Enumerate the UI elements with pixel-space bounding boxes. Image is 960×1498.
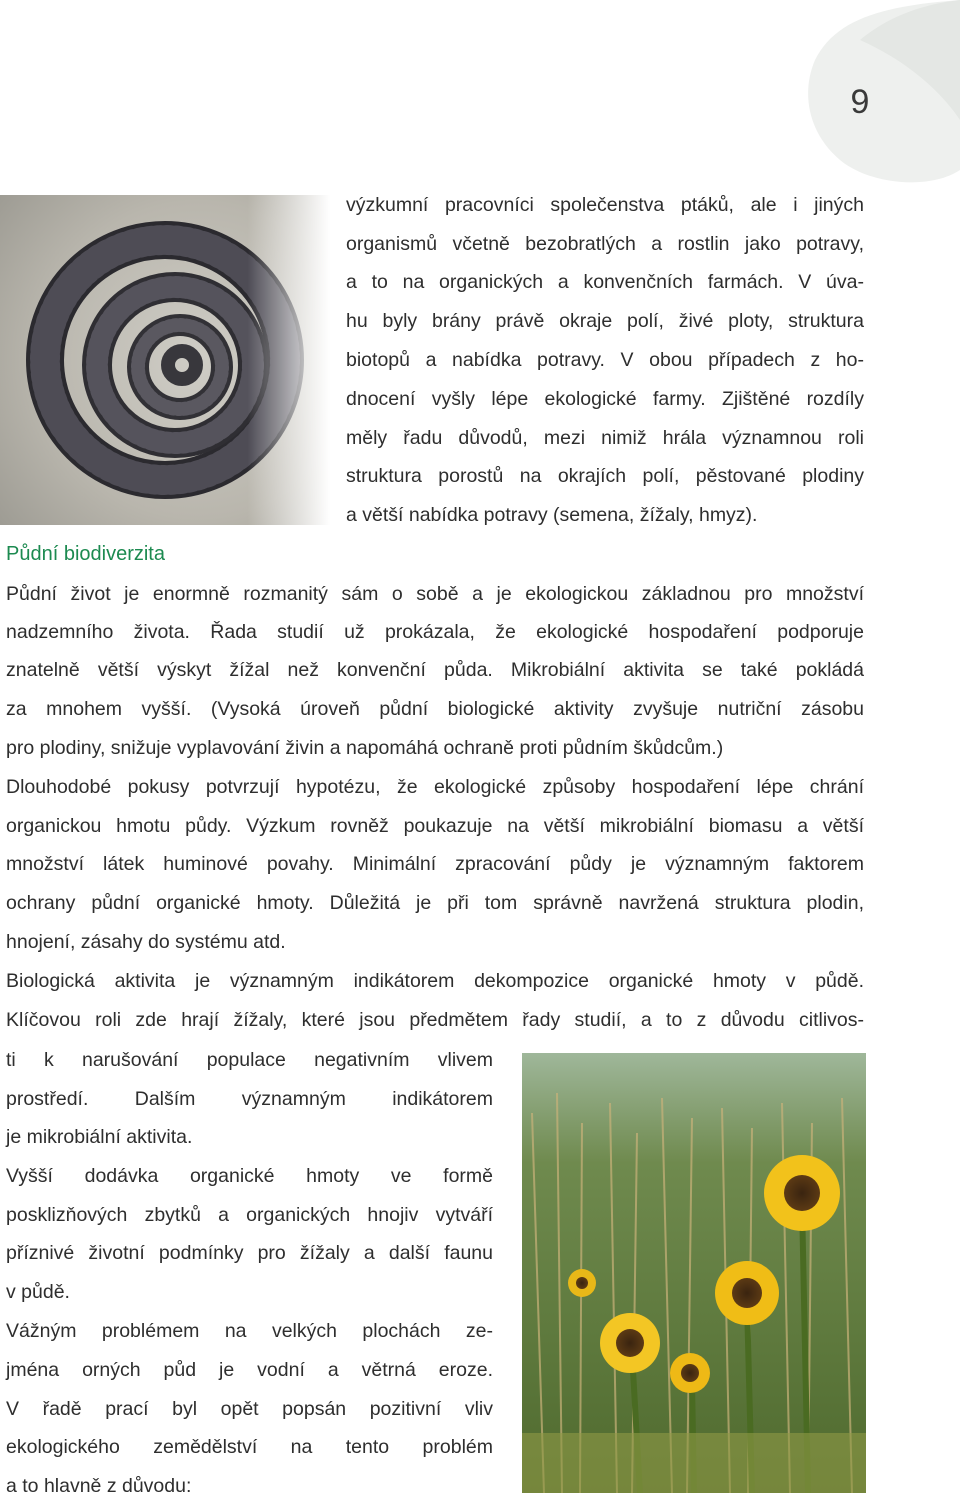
text-line: ochrany půdní organické hmoty. Důležitá je při tom správně navržená struktura plodin, [6, 892, 864, 914]
text-line: množství látek huminové povahy. Minimální zpracování půdy je významným faktorem [6, 853, 864, 875]
text-line: v půdě. [6, 1281, 70, 1303]
millipede-photo [0, 195, 330, 525]
text-line: organickou hmotu půdy. Výzkum rovněž poukazuje na větší mikrobiální biomasu a větší [6, 815, 864, 837]
text-line: ekologického zemědělství na tento problém [6, 1436, 493, 1458]
decorative-leaf-shape [0, 0, 960, 200]
text-line: V řadě prací byl opět popsán pozitivní vliv [6, 1398, 493, 1420]
text-line: je mikrobiální aktivita. [6, 1126, 193, 1148]
text-line: pro plodiny, snižuje vyplavování živin a napomáhá ochraně proti půdním škůdcům.) [6, 737, 724, 759]
text-line: hu byly brány právě okraje polí, živé ploty, struktura [346, 310, 864, 332]
text-line: za mnohem vyšší. (Vysoká úroveň půdní biologické aktivity zvyšuje nutriční zásobu [6, 698, 864, 720]
text-line: hnojení, zásahy do systému atd. [6, 931, 286, 953]
text-line: Klíčovou roli zde hrají žížaly, které jsou předmětem řady studií, a to z důvodu citlivos- [6, 1009, 864, 1031]
text-line: a větší nabídka potravy (semena, žížaly, hmyz). [346, 504, 758, 526]
text-line: a to hlavně z důvodu: [6, 1475, 192, 1497]
text-line: prostředí. Dalším významným indikátorem [6, 1088, 493, 1110]
text-line: a to na organických a konvenčních farmách. V úva- [346, 271, 864, 293]
text-line: výzkumní pracovníci společenstva ptáků, ale i jiných [346, 194, 864, 216]
text-line: Půdní život je enormně rozmanitý sám o sobě a je ekologickou základnou pro množství [6, 583, 864, 605]
text-line: Vážným problémem na velkých plochách ze- [6, 1320, 493, 1342]
text-line: ti k narušování populace negativním vlivem [6, 1049, 493, 1071]
section-heading: Půdní biodiverzita [6, 543, 165, 565]
text-line: znatelně větší výskyt žížal než konvenční půda. Mikrobiální aktivita se také pokládá [6, 659, 864, 681]
text-line: biotopů a nabídka potravy. V obou případech z ho- [346, 349, 864, 371]
text-line: Biologická aktivita je významným indikátorem dekompozice organické hmoty v půdě. [6, 970, 864, 992]
page-number: 9 [850, 83, 870, 121]
text-line: jména orných půd je vodní a větrná eroze. [6, 1359, 493, 1381]
sunflower-field-photo [522, 1053, 866, 1493]
text-line: měly řadu důvodů, mezi nimiž hrála významnou roli [346, 427, 864, 449]
text-line: posklizňových zbytků a organických hnojiv vytváří [6, 1204, 493, 1226]
text-line: Dlouhodobé pokusy potvrzují hypotézu, že ekologické způsoby hospodaření lépe chrání [6, 776, 864, 798]
text-line: Vyšší dodávka organické hmoty ve formě [6, 1165, 493, 1187]
text-line: příznivé životní podmínky pro žížaly a další faunu [6, 1242, 493, 1264]
text-line: dnocení vyšly lépe ekologické farmy. Zjištěné rozdíly [346, 388, 864, 410]
text-line: struktura porostů na okrajích polí, pěstované plodiny [346, 465, 864, 487]
text-line: nadzemního života. Řada studií už prokázala, že ekologické hospodaření podporuje [6, 621, 864, 643]
text-line: organismů včetně bezobratlých a rostlin jako potravy, [346, 233, 864, 255]
